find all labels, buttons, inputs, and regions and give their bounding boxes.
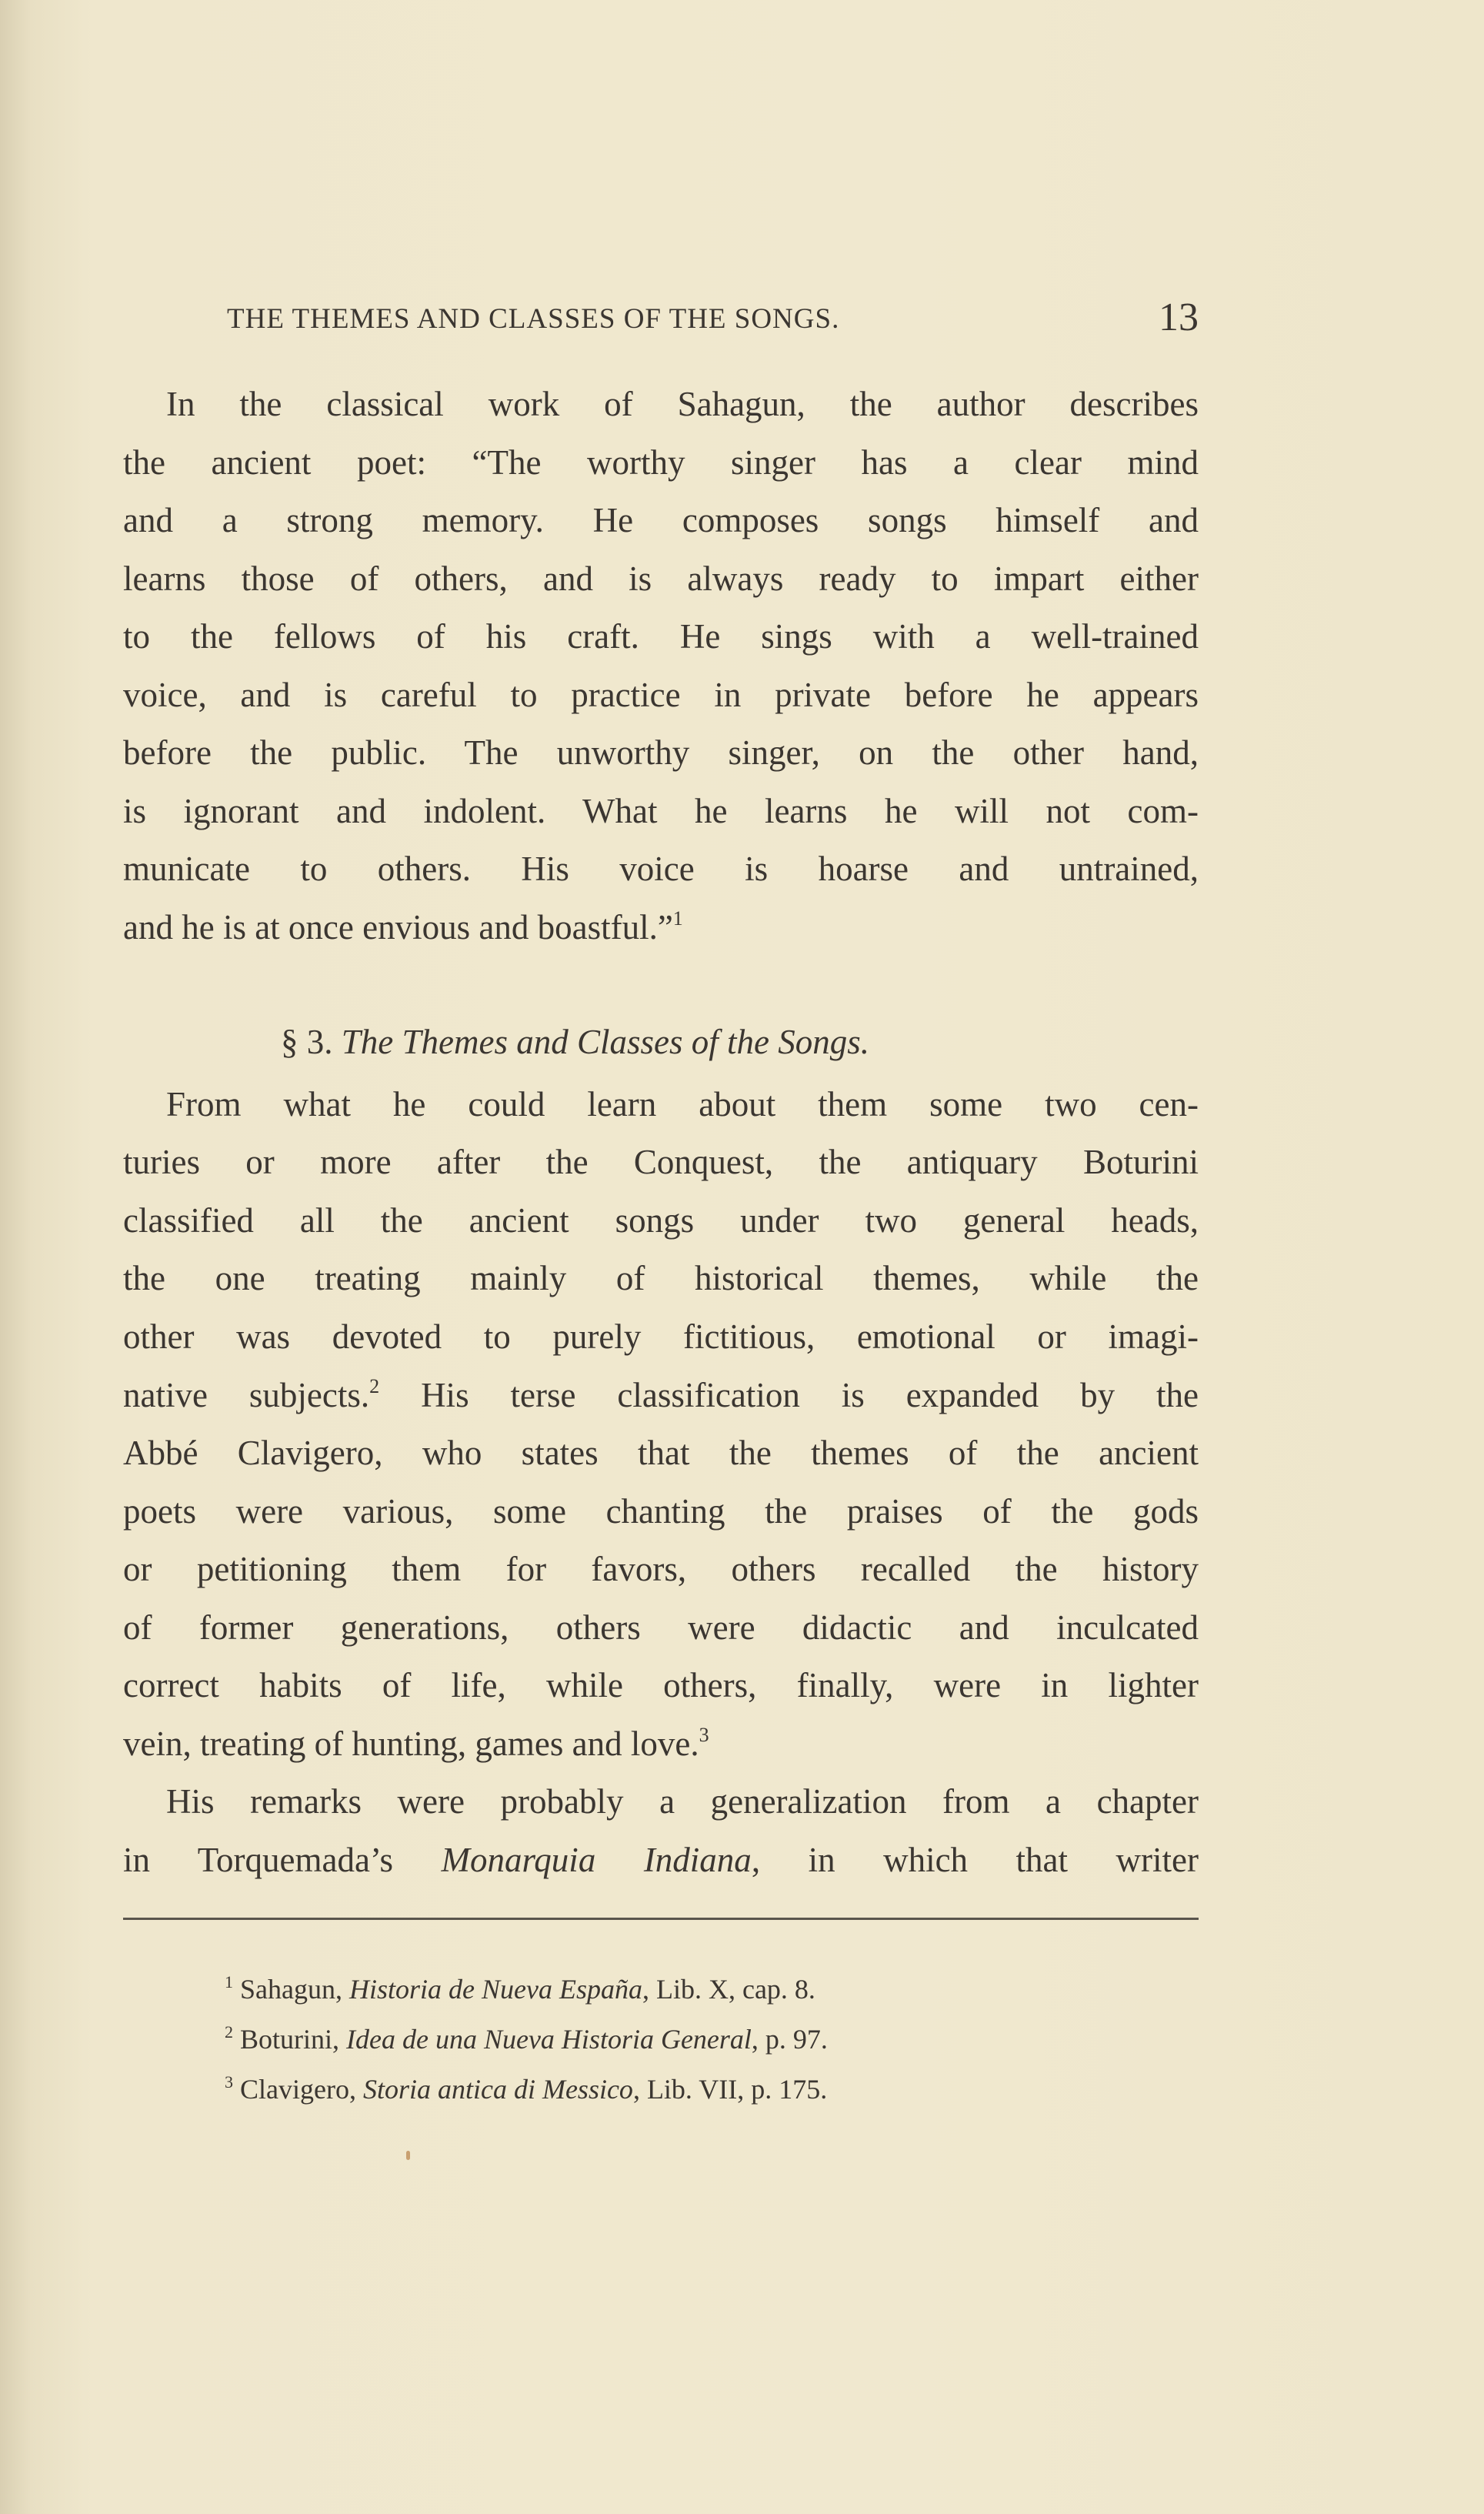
text-segment: municate to others. His voice is hoarse and untrained, bbox=[123, 850, 1199, 888]
footnote-ref[interactable]: 2 bbox=[225, 2022, 233, 2042]
text-segment: , p. 97. bbox=[751, 2024, 828, 2055]
italic-text: The Themes and Classes of the Songs. bbox=[341, 1023, 869, 1061]
italic-text: Storia antica di Messico bbox=[362, 2074, 633, 2105]
italic-text: Historia de Nueva España bbox=[348, 1974, 642, 2005]
text-line bbox=[123, 1255, 1199, 1301]
text-segment: classified all the ancient songs under two general heads, bbox=[123, 1201, 1199, 1240]
text-segment: § 3. bbox=[281, 1023, 342, 1061]
text-line bbox=[123, 1372, 1199, 1418]
text-segment: of former generations, others were didactic and inculcated bbox=[123, 1608, 1199, 1647]
text-segment: is ignorant and indolent. What he learns he will not com- bbox=[123, 792, 1199, 830]
text-line bbox=[123, 904, 1199, 950]
text-line bbox=[166, 1081, 1199, 1127]
text-segment: Boturini, bbox=[233, 2024, 347, 2055]
footnote-ref[interactable]: 1 bbox=[225, 1972, 233, 1992]
text-segment: turies or more after the Conquest, the antiquary Boturini bbox=[123, 1143, 1199, 1181]
text-line bbox=[123, 1430, 1199, 1476]
section-heading bbox=[281, 1019, 1199, 1065]
text-segment: learns those of others, and is always ready to impart either bbox=[123, 559, 1199, 598]
italic-text: Monarquia Indiana bbox=[441, 1841, 752, 1879]
footnote bbox=[225, 1970, 815, 2008]
text-segment: before the public. The unworthy singer, on the other hand, bbox=[123, 733, 1199, 772]
text-segment: His remarks were probably a generalization from a chapter bbox=[166, 1782, 1199, 1821]
paper-speck bbox=[406, 2151, 410, 2160]
text-line bbox=[123, 1314, 1199, 1360]
footnote-ref[interactable]: 3 bbox=[699, 1724, 709, 1746]
text-line bbox=[123, 672, 1199, 718]
text-segment: poets were various, some chanting the praises of the gods bbox=[123, 1492, 1199, 1531]
text-line bbox=[166, 381, 1199, 427]
text-line bbox=[123, 1662, 1199, 1708]
text-line bbox=[123, 613, 1199, 659]
text-line bbox=[123, 1546, 1199, 1592]
italic-text: Idea de una Nueva Historia General bbox=[346, 2024, 752, 2055]
text-line bbox=[123, 556, 1199, 602]
text-line bbox=[123, 1837, 1199, 1883]
text-line bbox=[123, 1197, 1199, 1244]
footnote-ref[interactable]: 3 bbox=[225, 2072, 233, 2092]
text-segment: and a strong memory. He composes songs himself and bbox=[123, 501, 1199, 539]
footnote bbox=[225, 2020, 828, 2058]
text-segment: Abbé Clavigero, who states that the themes of the ancient bbox=[123, 1434, 1199, 1472]
text-line bbox=[123, 1488, 1199, 1534]
text-segment: , Lib. VII, p. 175. bbox=[632, 2074, 828, 2105]
footnote-rule bbox=[123, 1918, 1199, 1920]
text-segment: to the fellows of his craft. He sings with a well-trained bbox=[123, 617, 1199, 656]
page-number: 13 bbox=[1159, 295, 1199, 339]
text-segment: From what he could learn about them some two cen- bbox=[166, 1085, 1199, 1123]
text-segment: In the classical work of Sahagun, the author describes bbox=[166, 385, 1199, 423]
text-line bbox=[123, 497, 1199, 543]
text-segment: voice, and is careful to practice in private before he appears bbox=[123, 676, 1199, 714]
text-segment: correct habits of life, while others, finally, were in lighter bbox=[123, 1666, 1199, 1704]
footnote-ref[interactable]: 2 bbox=[369, 1375, 380, 1397]
text-line bbox=[123, 846, 1199, 892]
text-line bbox=[123, 439, 1199, 486]
text-segment: and he is at once envious and boastful.” bbox=[123, 908, 673, 947]
text-segment: vein, treating of hunting, games and love. bbox=[123, 1724, 699, 1763]
running-head-title: THE THEMES AND CLASSES OF THE SONGS. bbox=[227, 303, 840, 335]
text-line bbox=[123, 729, 1199, 776]
text-segment: His terse classification is expanded by the bbox=[379, 1376, 1199, 1414]
footnote bbox=[225, 2070, 827, 2108]
footnote-ref[interactable]: 1 bbox=[672, 907, 683, 930]
text-line bbox=[166, 1778, 1199, 1825]
text-segment: , in which that writer bbox=[751, 1841, 1199, 1879]
text-segment: Clavigero, bbox=[233, 2074, 363, 2105]
text-segment: native subjects. bbox=[123, 1376, 370, 1414]
text-line bbox=[123, 1139, 1199, 1185]
text-line bbox=[123, 788, 1199, 834]
text-segment: or petitioning them for favors, others recalled the history bbox=[123, 1550, 1199, 1588]
text-segment: in Torquemada’s bbox=[123, 1841, 442, 1879]
text-segment: other was devoted to purely fictitious, emotional or imagi- bbox=[123, 1317, 1199, 1356]
running-head bbox=[123, 295, 1199, 341]
text-segment: Sahagun, bbox=[233, 1974, 349, 2005]
text-segment: , Lib. X, cap. 8. bbox=[642, 1974, 815, 2005]
text-line bbox=[123, 1721, 1199, 1767]
text-line bbox=[123, 1604, 1199, 1651]
text-segment: the ancient poet: “The worthy singer has a clear mind bbox=[123, 443, 1199, 482]
text-segment: the one treating mainly of historical themes, while the bbox=[123, 1259, 1199, 1297]
